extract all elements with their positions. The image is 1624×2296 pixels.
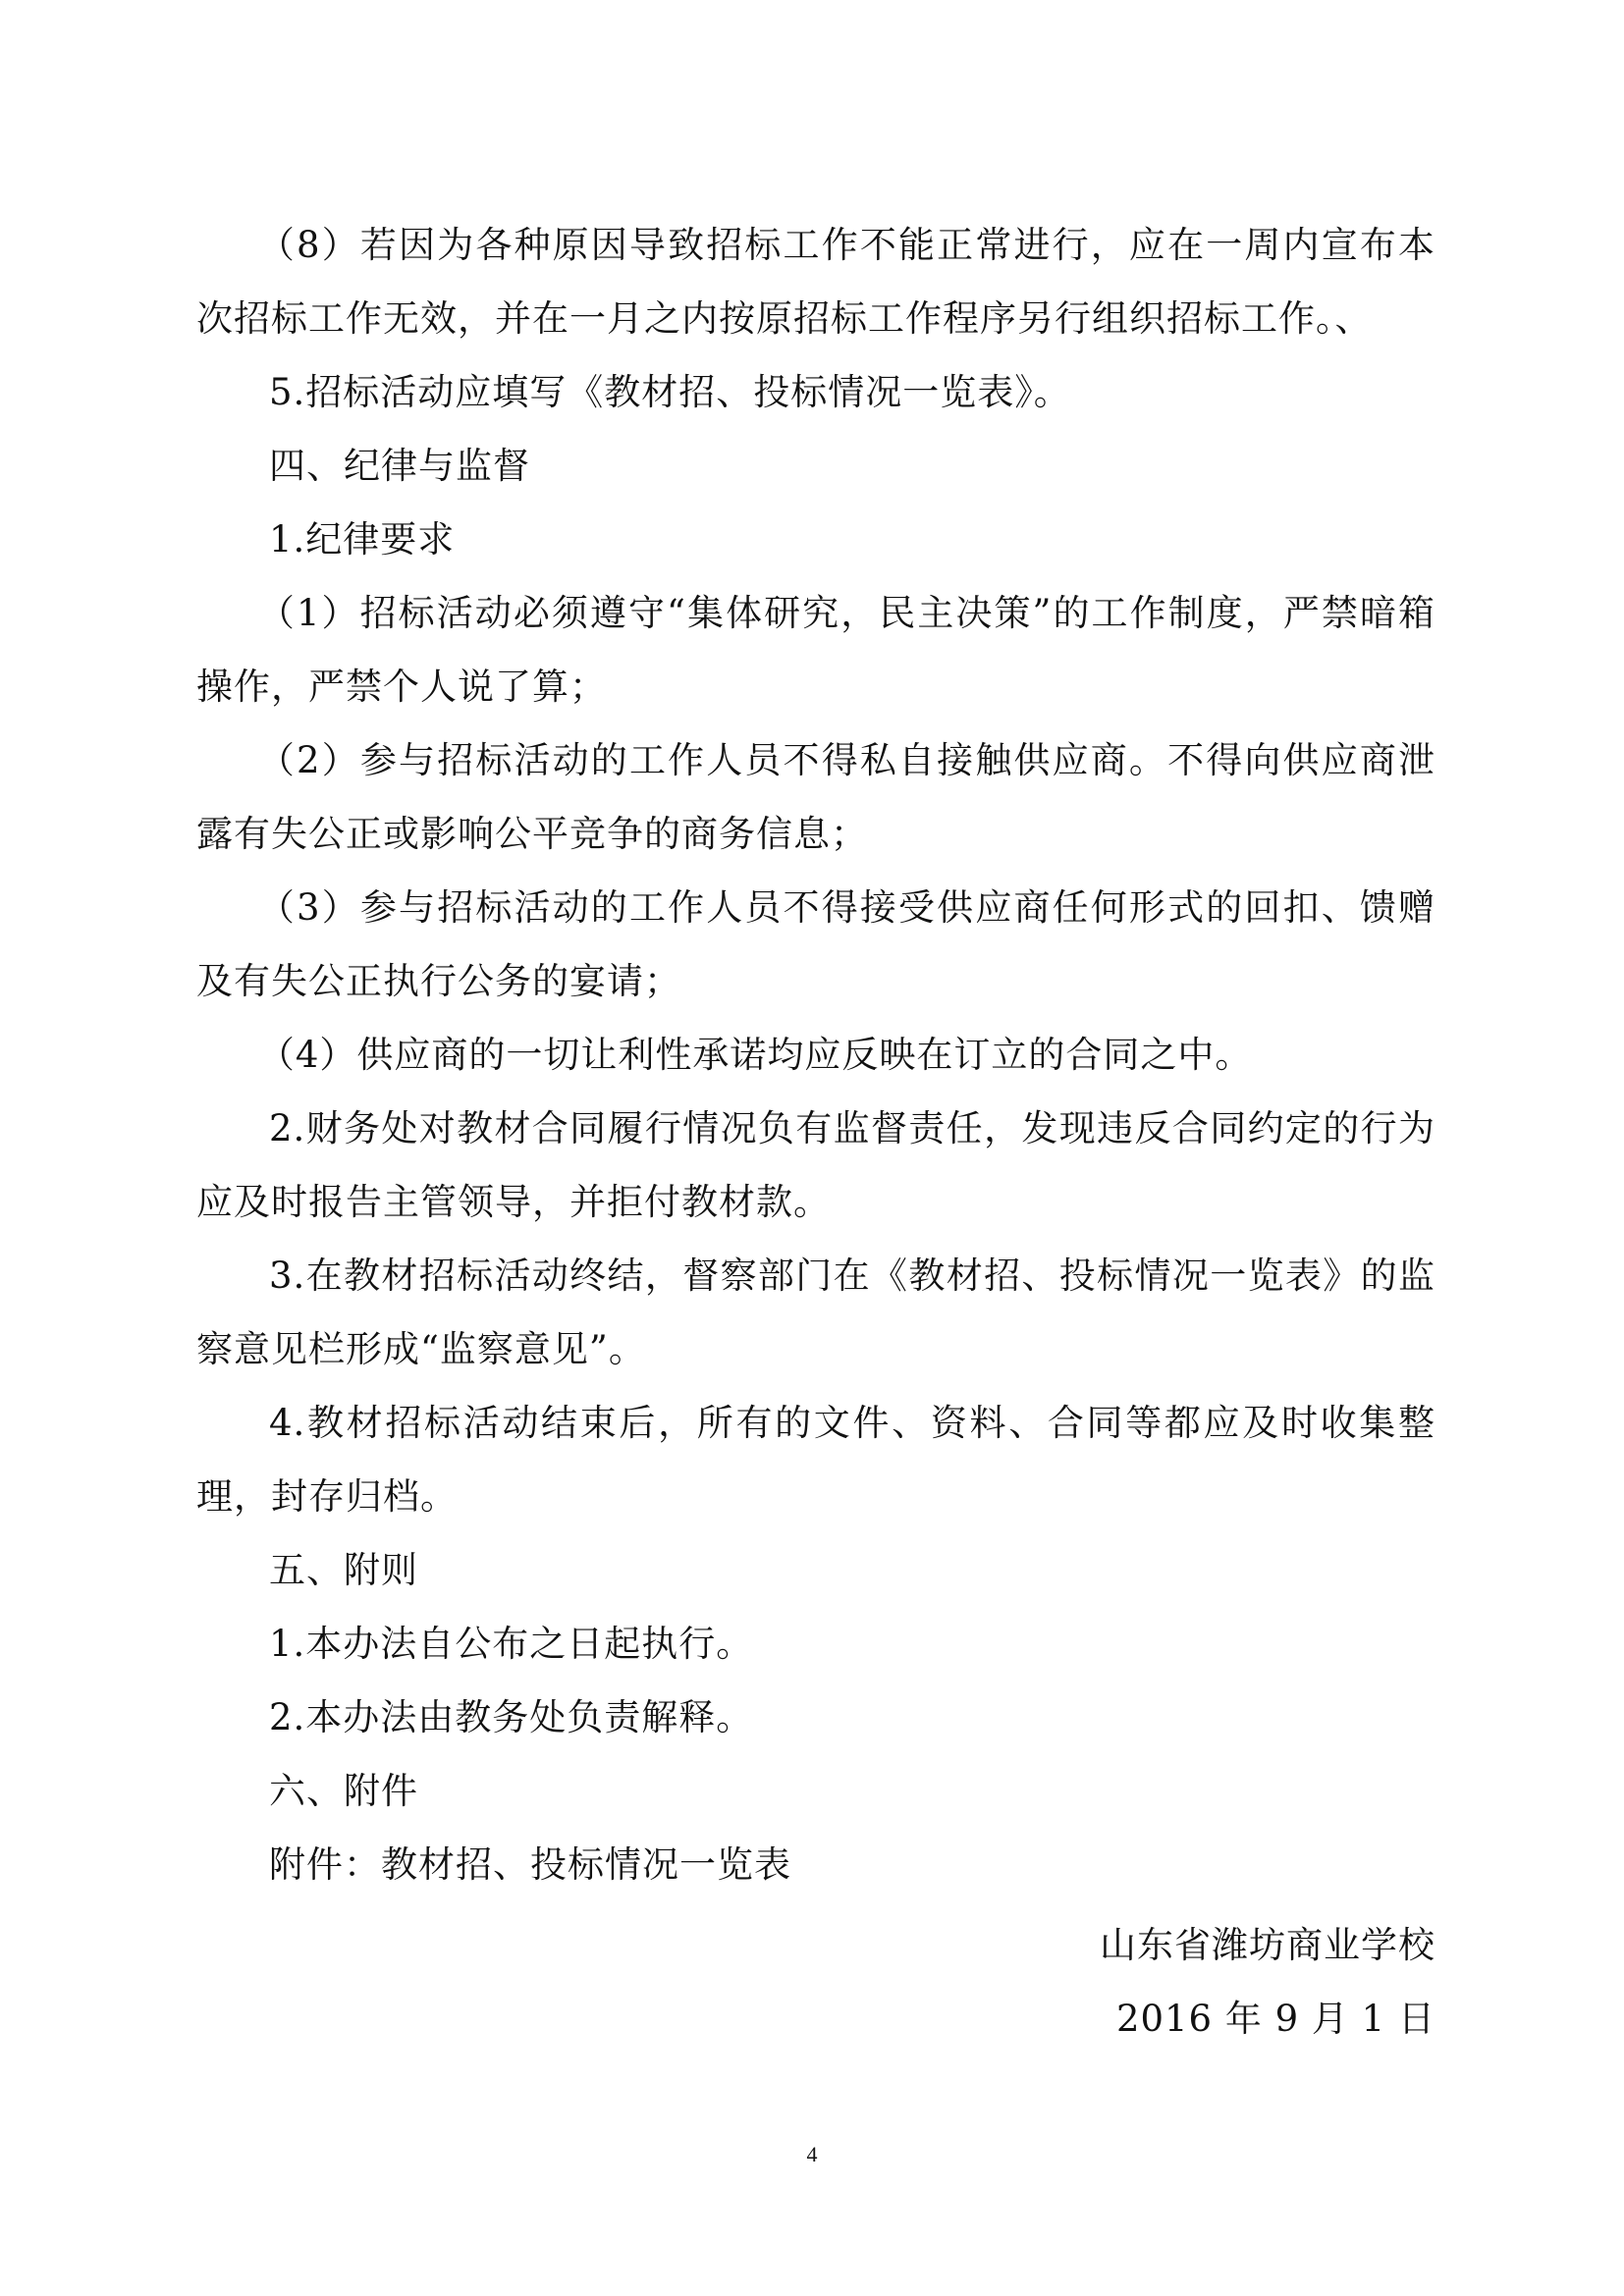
paragraph-requirement-3: （3）参与招标活动的工作人员不得接受供应商任何形式的回扣、馈赠及有失公正执行公务的宴请； — [196, 886, 1435, 1002]
page-number: 4 — [806, 2142, 818, 2166]
section-heading-attachments: 六、附件 — [269, 1770, 418, 1812]
document-body — [196, 208, 1435, 1901]
paragraph-finance-supervision: 2.财务处对教材合同履行情况负有监督责任，发现违反合同约定的行为应及时报告主管领导，并拒付教材款。 — [196, 1107, 1435, 1223]
paragraph-attachment: 附件：教材招、投标情况一览表 — [269, 1843, 791, 1886]
paragraph-inspection-opinion: 3.在教材招标活动终结，督察部门在《教材招、投标情况一览表》的监察意见栏形成“监察意见”。 — [196, 1255, 1435, 1370]
paragraph-requirement-2: （2）参与招标活动的工作人员不得私自接触供应商。不得向供应商泄露有失公正或影响公平竞争的商务信息； — [196, 739, 1435, 855]
section-heading-supplementary: 五、附则 — [269, 1549, 418, 1591]
paragraph-archiving: 4.教材招标活动结束后，所有的文件、资料、合同等都应及时收集整理，封存归档。 — [196, 1402, 1435, 1518]
paragraph-item-5: 5.招标活动应填写《教材招、投标情况一览表》。 — [269, 371, 1071, 413]
paragraph-requirement-1: （1）招标活动必须遵守“集体研究，民主决策”的工作制度，严禁暗箱操作，严禁个人说了算； — [196, 592, 1435, 708]
section-heading-discipline: 四、纪律与监督 — [269, 445, 530, 487]
subheading-discipline-requirements: 1.纪律要求 — [269, 518, 456, 561]
signature-date: 2016 年 9 月 1 日 — [1115, 1998, 1435, 2040]
paragraph-rule-1: 1.本办法自公布之日起执行。 — [269, 1623, 754, 1665]
paragraph-requirement-4: （4）供应商的一切让利性承诺均应反映在订立的合同之中。 — [257, 1034, 1253, 1076]
paragraph-item-8: （8）若因为各种原因导致招标工作不能正常进行，应在一周内宣布本次招标工作无效，并在一月之内按原招标工作程序另行组织招标工作。、 — [196, 224, 1435, 340]
signature-organization: 山东省潍坊商业学校 — [1100, 1924, 1435, 1966]
paragraph-rule-2: 2.本办法由教务处负责解释。 — [269, 1696, 754, 1738]
